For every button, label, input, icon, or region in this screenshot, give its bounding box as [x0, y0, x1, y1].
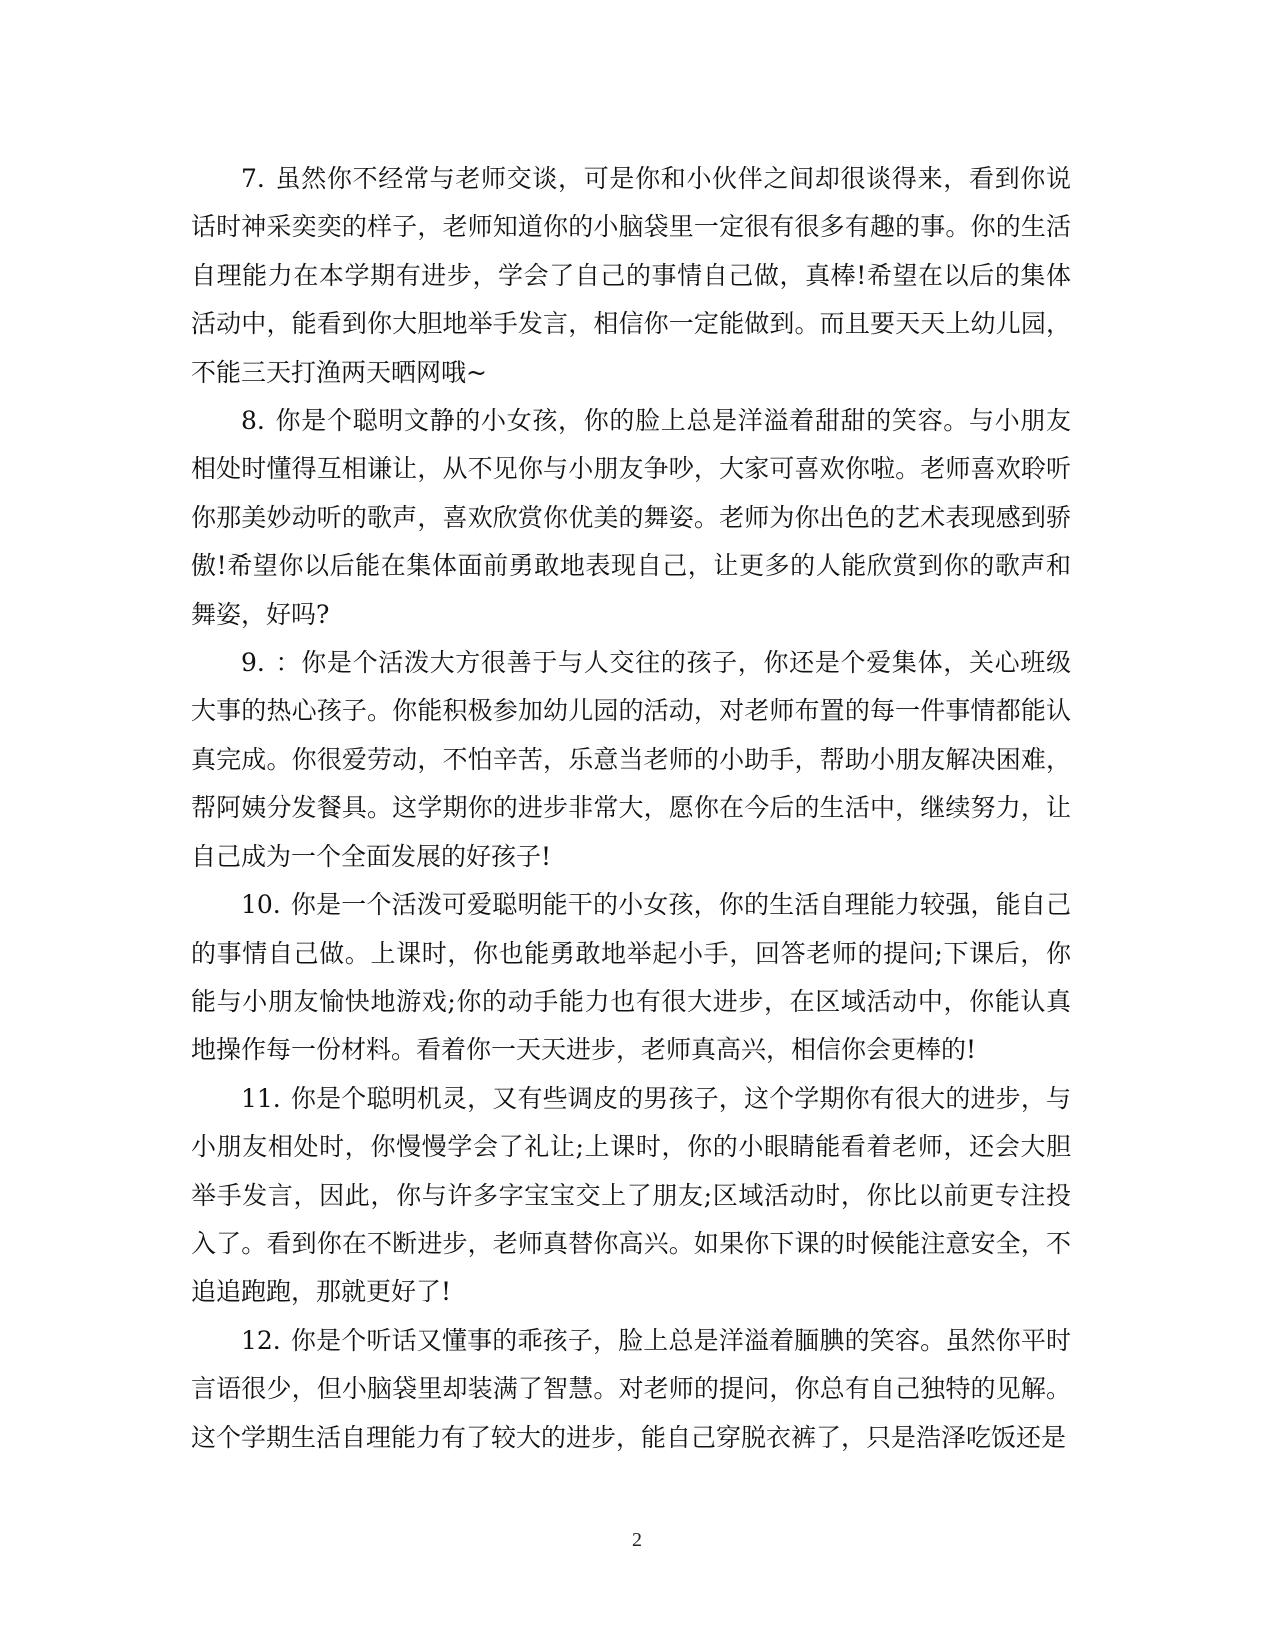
paragraph-number: 7.: [241, 164, 265, 193]
paragraph-number: 8.: [241, 406, 265, 436]
comment-paragraph-7: [191, 155, 1071, 397]
comment-paragraph-10: [191, 881, 1071, 1075]
paragraph-text: 你是一个活泼可爱聪明能干的小女孩，你的生活自理能力较强，能自己的事情自己做。上课时，你也能勇敢地举起小手，回答老师的提问;下课后，你能与小朋友愉快地游戏;你的动手能力也有很大进步，在区域活动中，你能认真地操作每一份材料。看着你一天天进步，老师真高兴，相信你会更棒的!: [191, 890, 1071, 1065]
paragraph-text: 虽然你不经常与老师交谈，可是你和小伙伴之间却很谈得来，看到你说话时神采奕奕的样子，老师知道你的小脑袋里一定很有很多有趣的事。你的生活自理能力在本学期有进步，学会了自己的事情自己做，真棒!希望在以后的集体活动中，能看到你大胆地举手发言，相信你一定能做到。而且要天天上幼儿园，不能三天打渔两天晒网哦~: [191, 164, 1071, 387]
paragraph-text: 你是个聪明机灵，又有些调皮的男孩子，这个学期你有很大的进步，与小朋友相处时，你慢慢学会了礼让;上课时，你的小眼睛能看着老师，还会大胆举手发言，因此，你与许多字宝宝交上了朋友;区域活动时，你比以前更专注投入了。看到你在不断进步，老师真替你高兴。如果你下课的时候能注意安全，不追追跑跑，那就更好了!: [191, 1083, 1071, 1307]
comment-paragraph-12: [191, 1317, 1071, 1462]
page-body: [191, 155, 1071, 1462]
paragraph-number: 9.: [241, 648, 265, 678]
page-number: 2: [632, 1529, 642, 1551]
comment-paragraph-8: [191, 397, 1071, 639]
paragraph-number: 10.: [241, 890, 281, 920]
paragraph-text: 你是个听话又懂事的乖孩子，脸上总是洋溢着腼腆的笑容。虽然你平时言语很少，但小脑袋里却装满了智慧。对老师的提问，你总有自己独特的见解。这个学期生活自理能力有了较大的进步，能自己穿脱衣裤了，只是浩泽吃饭还是: [191, 1325, 1071, 1452]
paragraph-text: ：你是个活泼大方很善于与人交往的孩子，你还是个爱集体，关心班级大事的热心孩子。你能积极参加幼儿园的活动，对老师布置的每一件事情都能认真完成。你很爱劳动，不怕辛苦，乐意当老师的小助手，帮助小朋友解决困难，帮阿姨分发餐具。这学期你的进步非常大，愿你在今后的生活中，继续努力，让自己成为一个全面发展的好孩子!: [191, 648, 1071, 871]
paragraph-number: 11.: [241, 1083, 281, 1113]
comment-paragraph-11: [191, 1075, 1071, 1317]
paragraph-text: 你是个聪明文静的小女孩，你的脸上总是洋溢着甜甜的笑容。与小朋友相处时懂得互相谦让，从不见你与小朋友争吵，大家可喜欢你啦。老师喜欢聆听你那美妙动听的歌声，喜欢欣赏你优美的舞姿。老师为你出色的艺术表现感到骄傲!希望你以后能在集体面前勇敢地表现自己，让更多的人能欣赏到你的歌声和舞姿，好吗?: [191, 406, 1071, 629]
paragraph-number: 12.: [241, 1325, 281, 1355]
comment-paragraph-9: [191, 639, 1071, 881]
